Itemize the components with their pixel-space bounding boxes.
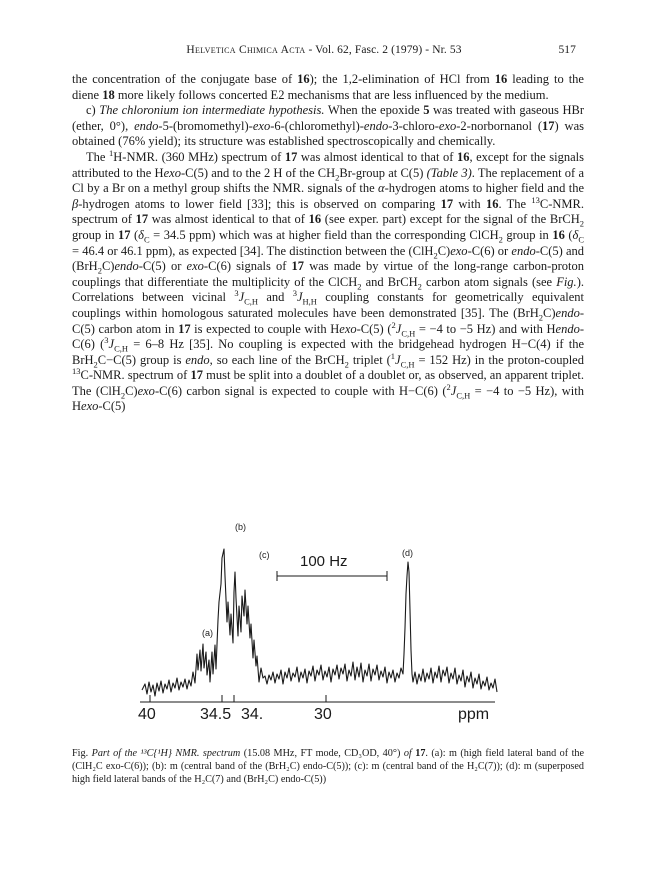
x-tick-30: 30 <box>314 706 332 723</box>
caption-conditions: (15.08 MHz, FT mode, CD₃OD, 40°) <box>243 748 401 759</box>
peak-label-b: (b) <box>235 522 246 532</box>
caption-description: . (a): m (high field lateral band of the (ClH₂C exo-C(6)); (b): m (central band of the (BrH₂C) endo-C(5)); (c): m (central band of the H₂C(7)); (d): m (superposed high field lateral bands of the H₂C(7) and (BrH₂C) endo-C(5)) <box>72 748 585 785</box>
peak-label-c: (c) <box>259 550 270 560</box>
paragraph-hypothesis: c) The chloronium ion intermediate hypothesis. When the epoxide 5 was treated with gaseous HBr (ether, 0°), endo-5-(bromomethyl)-exo-6-(chloromethyl)-endo-3-chloro-exo-2-norbornanol (17) was obtained (76% yield); its structure was established spectroscopically and chemically. <box>72 103 584 149</box>
x-axis-unit: ppm <box>458 706 490 723</box>
journal-name: Helvetica Chimica Acta <box>186 44 306 56</box>
spectrum-trace <box>142 549 497 696</box>
peak-label-a: (a) <box>202 628 213 638</box>
scale-bar-label: 100 Hz <box>300 553 348 570</box>
paragraph-nmr: The $^1$H-NMR. (360 MHz) spectrum of 17 was almost identical to that of 16, except for the signals attributed to the Hexo-C(5) and to the 2 H of the $CH_2Br$-group at C(5) (Table 3). The replacement of a Cl by a Br on a methyl group shifts the NMR. signals of the α-hydrogen atoms to higher field and the β-hydrogen atoms to lower field [33]; this is observed on comparing 17 with 16. The $^{13}$C-NMR. spectrum of 17 was almost identical to that of 16 (see exper. part) except for the signal of the BrCH$_2$ group in 17 ($\delta_C = 34.5$ ppm) which was at higher field than the corresponding ClCH$_2$ group in 16 ($\delta_C = 46.4$ or 46.1 ppm), as expected [34]. The distinction between the (ClH$_2$C)exo-C(6) or endo-C(5) and (BrH$_2$C)endo-C(5) or exo-C(6) signals of 17 was made by virtue of the long-range carbon-proton couplings that differentiate the multiplicity of the ClCH$_2$ and BrCH$_2$ carbon atom signals (see Fig.). Correlations between vicinal $^3J_{C,H}$ and $^3J_{H,H}$ coupling constants for geometrically equivalent couplings within homologous saturated molecules have been demonstrated [35]. The (BrH$_2$C)endo-C(5) carbon atom in 17 is expected to couple with Hexo-C(5) ($^2J_{C,H} = -4$ to −5 Hz) and with Hendo-C(6) ($^3J_{C,H} = 6-8$ Hz [35]. No coupling is expected with the bridgehead hydrogen H−C(4) if the BrH$_2$C−C(5) group is endo, so each line of the BrCH$_2$ triplet ($^1J_{C,H} = 152$ Hz) in the proton-coupled $^{13}$C-NMR. spectrum of 17 must be split into a doublet of a doublet or, as observed, an apparent triplet. The (ClH$_2$C)exo-C(6) carbon signal is expected to couple with H−C(6) ($^2J_{C,H} = -4$ to −5 Hz), with Hexo-C(5) <box>72 147 585 414</box>
nmr-spectrum-figure <box>138 522 520 732</box>
caption-compound: 17 <box>415 748 426 759</box>
x-axis <box>140 695 495 702</box>
x-tick-34: 34. <box>241 706 264 723</box>
caption-label: Fig. <box>72 748 89 759</box>
caption-title: Part of the ¹³C{¹H} NMR. spectrum <box>91 748 241 759</box>
journal-issue: - Vol. 62, Fasc. 2 (1979) - Nr. 53 <box>305 44 462 56</box>
page-number: 517 <box>558 44 576 56</box>
x-tick-34-5: 34.5 <box>200 706 232 723</box>
x-tick-40: 40 <box>138 706 156 723</box>
scale-bar <box>277 571 387 581</box>
paragraph-continuation: the concentration of the conjugate base of 16); the 1,2-elimination of HCl from 16 leading to the diene 18 more likely follows concerted E2 mechanisms that are less influenced by the medium. <box>72 72 584 102</box>
figure-caption <box>72 747 584 786</box>
body-text <box>72 72 584 415</box>
peak-label-d: (d) <box>402 548 413 558</box>
caption-of: of <box>403 748 412 759</box>
